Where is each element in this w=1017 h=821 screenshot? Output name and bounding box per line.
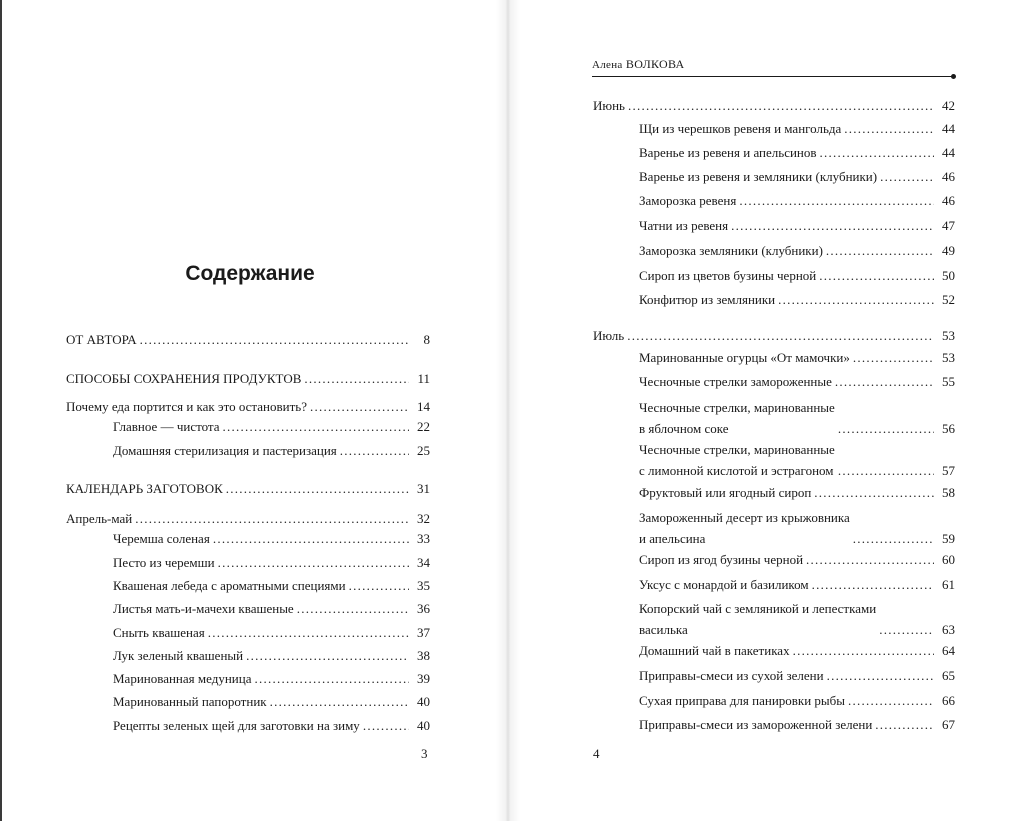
toc-title: Содержание	[185, 262, 315, 285]
toc-entry-konfityur[interactable]	[639, 289, 955, 310]
toc-entry-page: 56	[942, 421, 955, 436]
toc-entry-strelki-lemon[interactable]	[639, 439, 955, 481]
leader-dots	[628, 95, 934, 116]
toc-entry-page: 42	[942, 98, 955, 113]
toc-entry-label: Приправы-смеси из замороженной зелени	[639, 717, 873, 732]
leader-dots	[739, 190, 934, 211]
toc-entry-page: 37	[417, 625, 430, 640]
toc-entry-cheremsha[interactable]	[113, 528, 430, 549]
toc-entry-storage-methods[interactable]	[66, 368, 430, 389]
toc-entry-sirop-buzina-berries[interactable]	[639, 549, 955, 570]
leader-dots	[363, 715, 409, 736]
toc-entry-page: 64	[942, 643, 955, 658]
leader-dots	[340, 440, 409, 461]
toc-entry-label: Конфитюр из земляники	[639, 292, 776, 307]
toc-entry-dry-herbs[interactable]	[639, 665, 955, 686]
toc-entry-cleanliness[interactable]	[113, 416, 430, 437]
toc-entry-strelki-frozen[interactable]	[639, 371, 955, 392]
toc-entry-page: 31	[417, 481, 430, 496]
leader-dots	[731, 215, 934, 236]
toc-entry-label: Заморозка земляники (клубники)	[639, 243, 823, 258]
leader-dots	[213, 528, 409, 549]
leader-dots	[875, 714, 934, 735]
page-number: 3	[421, 746, 428, 761]
toc-entry-fruit-syrup[interactable]	[639, 482, 955, 503]
leader-dots	[820, 142, 934, 163]
toc-entry-label: Июнь	[593, 98, 625, 113]
toc-entry-pesto[interactable]	[113, 552, 430, 573]
toc-entry-label: Приправы-смеси из сухой зелени	[639, 668, 824, 683]
header-rule	[592, 76, 954, 77]
leader-dots	[226, 478, 409, 499]
leader-dots	[879, 619, 934, 640]
toc-entry-label: Апрель-май	[66, 511, 133, 526]
leader-dots	[270, 691, 409, 712]
toc-entry-author[interactable]	[66, 329, 430, 350]
toc-entry-label: Июль	[593, 328, 625, 343]
page-number: 4	[593, 746, 600, 761]
toc-entry-medunitsa[interactable]	[113, 668, 430, 689]
toc-entry-label: Чатни из ревеня	[639, 218, 729, 233]
author-first-name: Алена	[592, 59, 623, 71]
toc-entry-page: 53	[942, 328, 955, 343]
toc-entry-gooseberry-dessert[interactable]	[639, 507, 955, 549]
toc-entry-label: Уксус с монардой и базиликом	[639, 577, 809, 592]
toc-entry-page: 67	[942, 717, 955, 732]
toc-entry-label	[639, 598, 876, 640]
toc-entry-strelki-apple[interactable]	[639, 397, 955, 439]
toc-entry-vinegar[interactable]	[639, 574, 955, 595]
leader-dots	[838, 460, 934, 481]
toc-entry-label: Сироп из цветов бузины черной	[639, 268, 817, 283]
leader-dots	[208, 622, 409, 643]
toc-entry-label: Маринованная медуница	[113, 671, 252, 686]
leader-dots	[880, 166, 934, 187]
leader-dots	[853, 528, 934, 549]
toc-entry-page: 22	[417, 419, 430, 434]
toc-entry-page: 25	[417, 443, 430, 458]
leader-dots	[819, 265, 934, 286]
toc-entry-green-onion[interactable]	[113, 645, 430, 666]
toc-entry-label: Песто из черемши	[113, 555, 215, 570]
toc-entry-lebeda[interactable]	[113, 575, 430, 596]
author-last-name: ВОЛКОВА	[625, 57, 685, 71]
leader-dots	[838, 418, 934, 439]
leader-dots	[246, 645, 409, 666]
toc-entry-label: Чесночные стрелки замороженные	[639, 374, 832, 389]
toc-entry-sterilization[interactable]	[113, 440, 430, 461]
leader-dots	[254, 668, 409, 689]
leader-dots	[627, 325, 934, 346]
toc-entry-page: 36	[417, 601, 430, 616]
toc-entry-label: Почему еда портится и как это остановить?	[66, 399, 307, 414]
toc-entry-ogurtsy[interactable]	[639, 347, 955, 368]
toc-entry-tea-bags[interactable]	[639, 640, 955, 661]
leader-dots	[812, 574, 934, 595]
leader-dots	[135, 508, 409, 529]
leader-dots	[218, 552, 409, 573]
toc-entry-mat-i-machekha[interactable]	[113, 598, 430, 619]
toc-entry-july[interactable]	[593, 325, 955, 346]
toc-entry-label-line1: Копорский чай с земляникой и лепестками	[639, 601, 877, 616]
toc-entry-page: 65	[942, 668, 955, 683]
toc-entry-page: 61	[942, 577, 955, 592]
toc-entry-page: 40	[417, 718, 430, 733]
leader-dots	[297, 598, 409, 619]
toc-entry-page: 52	[942, 292, 955, 307]
toc-entry-label: Домашний чай в пакетиках	[639, 643, 790, 658]
toc-entry-calendar[interactable]	[66, 478, 430, 499]
toc-entry-page: 50	[942, 268, 955, 283]
leader-dots	[844, 118, 934, 139]
toc-entry-page: 46	[942, 193, 955, 208]
leader-dots	[848, 690, 934, 711]
toc-entry-page: 44	[942, 145, 955, 160]
toc-entry-page: 58	[942, 485, 955, 500]
toc-entry-label: СПОСОБЫ СОХРАНЕНИЯ ПРОДУКТОВ	[66, 371, 302, 386]
toc-entry-april-may[interactable]	[66, 508, 430, 529]
toc-entry-page: 59	[942, 531, 955, 546]
toc-entry-page: 35	[417, 578, 430, 593]
leader-dots	[793, 640, 934, 661]
toc-entry-label	[639, 507, 850, 549]
toc-entry-label: Лук зеленый квашеный	[113, 648, 244, 663]
toc-entry-paporotnik[interactable]	[113, 691, 430, 712]
toc-entry-label: Черемша соленая	[113, 531, 210, 546]
toc-entry-zamorozka-reven[interactable]	[639, 190, 955, 211]
toc-entry-label: Главное — чистота	[113, 419, 220, 434]
toc-entry-label: КАЛЕНДАРЬ ЗАГОТОВОК	[66, 481, 223, 496]
toc-entry-label: Варенье из ревеня и апельсинов	[639, 145, 817, 160]
toc-entry-page: 63	[942, 622, 955, 637]
toc-entry-label: Заморозка ревеня	[639, 193, 737, 208]
toc-entry-page: 39	[417, 671, 430, 686]
toc-entry-koporsky-tea[interactable]	[639, 598, 955, 640]
leader-dots	[853, 347, 934, 368]
toc-entry-why-food-spoils[interactable]	[66, 396, 430, 417]
toc-entry-label: Фруктовый или ягодный сироп	[639, 485, 812, 500]
toc-entry-june[interactable]	[593, 95, 955, 116]
leader-dots	[806, 549, 934, 570]
toc-entry-label-line1: Замороженный десерт из крыжовника	[639, 510, 850, 525]
toc-entry-label: Сныть квашеная	[113, 625, 205, 640]
left-page	[0, 0, 508, 821]
leader-dots	[778, 289, 934, 310]
toc-entry-label: ОТ АВТОРА	[66, 332, 137, 347]
toc-entry-varenye-strawberry[interactable]	[639, 166, 955, 187]
toc-entry-page: 53	[942, 350, 955, 365]
toc-entry-page: 55	[942, 374, 955, 389]
header-rule-dot	[951, 74, 956, 79]
toc-entry-page: 46	[942, 169, 955, 184]
toc-entry-page: 49	[942, 243, 955, 258]
toc-entry-page: 60	[942, 552, 955, 567]
leader-dots	[304, 368, 409, 389]
toc-entry-label: Щи из черешков ревеня и мангольда	[639, 121, 842, 136]
toc-entry-label: Квашеная лебеда с ароматными специями	[113, 578, 346, 593]
toc-entry-green-shchi[interactable]	[113, 715, 430, 736]
leader-dots	[310, 396, 409, 417]
toc-entry-shchi-reven[interactable]	[639, 118, 955, 139]
toc-entry-label: Варенье из ревеня и земляники (клубники)	[639, 169, 878, 184]
toc-entry-label: Маринованный папоротник	[113, 694, 267, 709]
toc-entry-page: 11	[417, 371, 430, 386]
toc-entry-label: Сироп из ягод бузины черной	[639, 552, 804, 567]
toc-entry-sirop-buzina-flowers[interactable]	[639, 265, 955, 286]
toc-entry-page: 57	[942, 463, 955, 478]
toc-entry-page: 40	[417, 694, 430, 709]
toc-entry-chatni[interactable]	[639, 215, 955, 236]
toc-entry-zamorozka-zemlyanika[interactable]	[639, 240, 955, 261]
toc-entry-label-line1: Чесночные стрелки, маринованные	[639, 400, 835, 415]
toc-entry-page: 14	[417, 399, 430, 414]
toc-entry-label: Домашняя стерилизация и пастеризация	[113, 443, 337, 458]
toc-entry-page: 44	[942, 121, 955, 136]
leader-dots	[140, 329, 409, 350]
toc-entry-fish-breading[interactable]	[639, 690, 955, 711]
toc-entry-page: 8	[423, 332, 430, 347]
toc-entry-page: 38	[417, 648, 430, 663]
toc-entry-label	[639, 439, 835, 481]
leader-dots	[223, 416, 409, 437]
toc-entry-frozen-herbs[interactable]	[639, 714, 955, 735]
toc-entry-varenye-orange[interactable]	[639, 142, 955, 163]
leader-dots	[835, 371, 934, 392]
toc-entry-label-line2: и апельсина	[639, 531, 706, 546]
toc-entry-label-line2: с лимонной кислотой и эстрагоном	[639, 463, 834, 478]
toc-entry-label: Сухая приправа для панировки рыбы	[639, 693, 846, 708]
toc-entry-label: Листья мать-и-мачехи квашеные	[113, 601, 294, 616]
toc-entry-label: Рецепты зеленых щей для заготовки на зиму	[113, 718, 360, 733]
toc-entry-page: 34	[417, 555, 430, 570]
leader-dots	[826, 240, 934, 261]
leader-dots	[814, 482, 934, 503]
leader-dots	[349, 575, 409, 596]
toc-entry-label-line1: Чесночные стрелки, маринованные	[639, 442, 835, 457]
running-head	[592, 57, 685, 72]
toc-entry-label	[639, 397, 835, 439]
toc-entry-label-line2: в яблочном соке	[639, 421, 729, 436]
toc-entry-snyt[interactable]	[113, 622, 430, 643]
toc-entry-label-line2: василька	[639, 622, 688, 637]
toc-entry-label: Маринованные огурцы «От мамочки»	[639, 350, 850, 365]
toc-entry-page: 32	[417, 511, 430, 526]
leader-dots	[827, 665, 934, 686]
toc-entry-page: 33	[417, 531, 430, 546]
toc-entry-page: 47	[942, 218, 955, 233]
toc-entry-page: 66	[942, 693, 955, 708]
